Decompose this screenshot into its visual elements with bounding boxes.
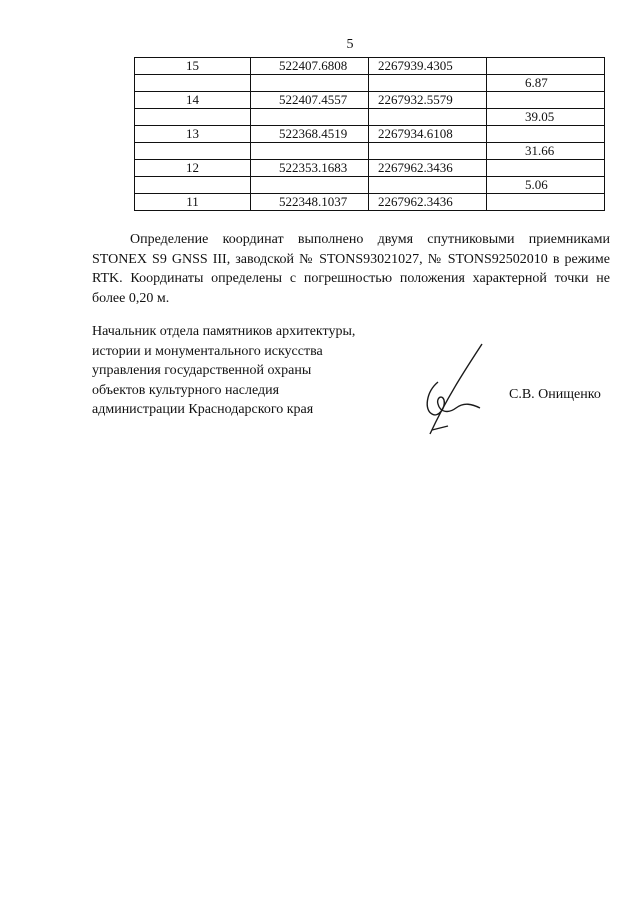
x-coordinate-cell: 522353.1683 (251, 160, 369, 177)
table-row (135, 143, 605, 160)
point-cell (135, 109, 251, 126)
point-cell (135, 143, 251, 160)
y-coordinate-cell: 2267962.3436 (369, 194, 487, 211)
point-cell: 14 (135, 92, 251, 109)
distance-cell (487, 160, 605, 177)
method-paragraph: Определение координат выполнено двумя спутниковыми приемниками STONEX S9 GNSS III, заводской № STONS93021027, № STONS92502010 в режиме RTK. Координаты определены с погрешностью положения характерной точки не более 0,20 м. (92, 232, 610, 306)
page-number: 5 (346, 37, 354, 52)
table-row (135, 126, 605, 143)
x-coordinate-cell: 522407.4557 (251, 92, 369, 109)
table-row (135, 109, 605, 126)
distance-cell: 6.87 (487, 75, 605, 92)
y-coordinate-cell (369, 75, 487, 92)
position-line: Начальник отдела памятников архитектуры, (92, 324, 356, 339)
table-row (135, 177, 605, 194)
table-row (135, 92, 605, 109)
signatory-position (92, 322, 412, 420)
y-coordinate-cell: 2267939.4305 (369, 58, 487, 75)
position-line: администрации Краснодарского края (92, 402, 314, 417)
x-coordinate-cell: 522407.6808 (251, 58, 369, 75)
point-cell: 13 (135, 126, 251, 143)
table-row (135, 58, 605, 75)
x-coordinate-cell: 522368.4519 (251, 126, 369, 143)
coordinates-table (134, 57, 605, 211)
y-coordinate-cell (369, 109, 487, 126)
x-coordinate-cell (251, 109, 369, 126)
distance-cell: 39.05 (487, 109, 605, 126)
signatory-name: С.В. Онищенко (509, 387, 601, 402)
distance-cell (487, 126, 605, 143)
distance-cell: 5.06 (487, 177, 605, 194)
distance-cell (487, 194, 605, 211)
point-cell: 12 (135, 160, 251, 177)
x-coordinate-cell (251, 143, 369, 160)
table-row (135, 194, 605, 211)
table-row (135, 160, 605, 177)
y-coordinate-cell: 2267932.5579 (369, 92, 487, 109)
x-coordinate-cell: 522348.1037 (251, 194, 369, 211)
distance-cell (487, 92, 605, 109)
x-coordinate-cell (251, 177, 369, 194)
distance-cell (487, 58, 605, 75)
position-line: управления государственной охраны (92, 363, 312, 378)
y-coordinate-cell: 2267962.3436 (369, 160, 487, 177)
position-line: объектов культурного наследия (92, 382, 280, 398)
handwritten-signature (412, 342, 492, 437)
point-cell: 11 (135, 194, 251, 211)
point-cell: 15 (135, 58, 251, 75)
point-cell (135, 75, 251, 92)
point-cell (135, 177, 251, 194)
y-coordinate-cell: 2267934.6108 (369, 126, 487, 143)
table-row (135, 75, 605, 92)
x-coordinate-cell (251, 75, 369, 92)
position-line: истории и монументального искусства (92, 343, 323, 359)
distance-cell: 31.66 (487, 143, 605, 160)
y-coordinate-cell (369, 143, 487, 160)
y-coordinate-cell (369, 177, 487, 194)
